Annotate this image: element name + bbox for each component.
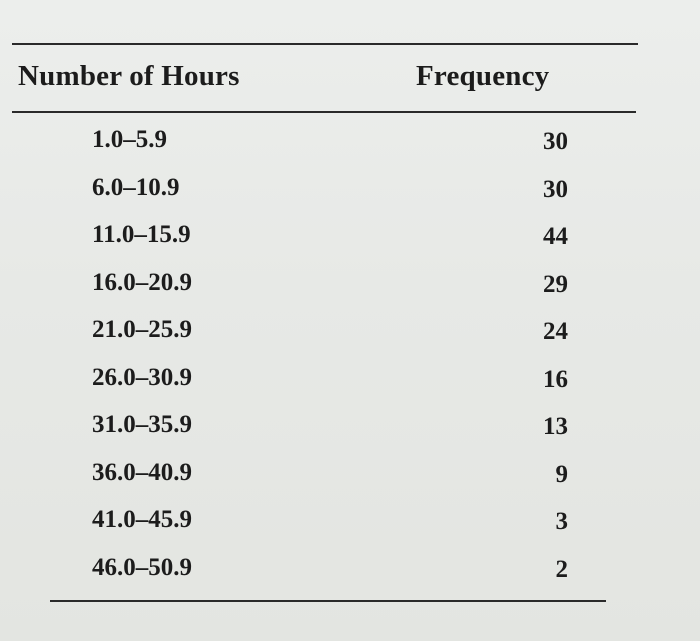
hours-cell: 21.0–25.9 [92, 316, 192, 343]
frequency-cell: 29 [543, 270, 568, 298]
frequency-cell: 30 [543, 128, 568, 155]
hours-cell: 31.0–35.9 [92, 411, 192, 438]
frequency-cell: 9 [555, 460, 568, 488]
hours-cell: 36.0–40.9 [92, 458, 192, 486]
frequency-table [12, 40, 640, 606]
table-row [12, 360, 640, 408]
frequency-cell: 24 [543, 318, 568, 345]
header-frequency: Frequency [416, 60, 550, 92]
table-row [12, 550, 640, 598]
table-body [12, 122, 640, 597]
top-rule [12, 43, 638, 45]
bottom-rule [50, 600, 606, 602]
hours-cell: 6.0–10.9 [92, 173, 180, 201]
table-row [12, 502, 640, 550]
frequency-cell: 16 [543, 365, 568, 393]
header-number-of-hours: Number of Hours [18, 60, 240, 92]
hours-cell: 16.0–20.9 [92, 268, 192, 296]
table-row [12, 455, 640, 503]
table-row [12, 312, 640, 360]
header-rule [12, 111, 636, 113]
table-row [12, 407, 640, 455]
table-row [12, 265, 640, 313]
table-row [12, 217, 640, 265]
hours-cell: 11.0–15.9 [92, 221, 191, 248]
hours-cell: 1.0–5.9 [92, 126, 167, 153]
table-row [12, 122, 640, 170]
hours-cell: 41.0–45.9 [92, 506, 192, 533]
frequency-cell: 30 [543, 175, 568, 203]
table-row [12, 170, 640, 218]
frequency-cell: 2 [555, 555, 568, 583]
frequency-cell: 13 [543, 413, 568, 440]
frequency-cell: 3 [555, 508, 568, 535]
frequency-cell: 44 [543, 223, 568, 250]
hours-cell: 26.0–30.9 [92, 363, 192, 391]
hours-cell: 46.0–50.9 [92, 553, 192, 581]
